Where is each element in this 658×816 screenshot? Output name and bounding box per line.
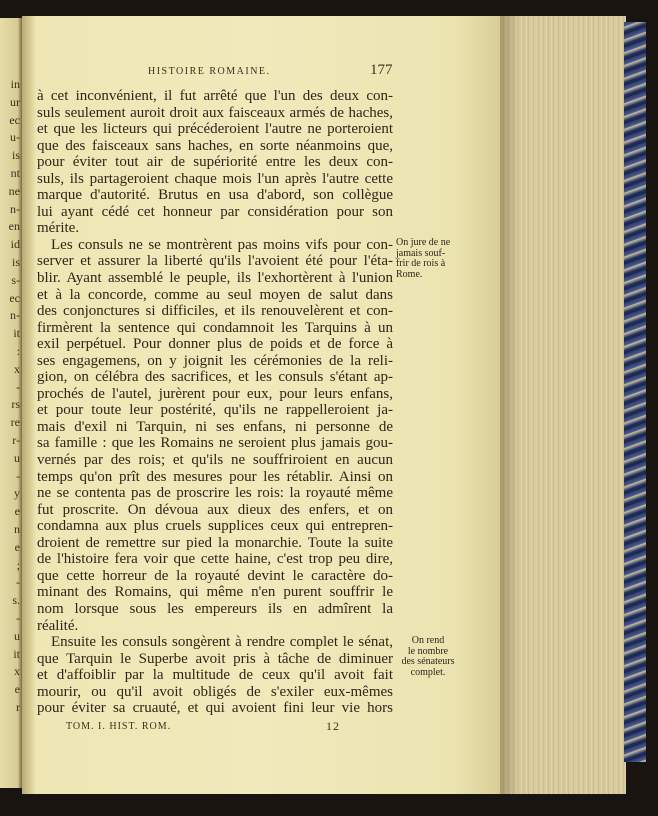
signature-mark: TOM. I. HIST. ROM. — [66, 721, 172, 732]
text-line: des conjonctures si difficiles, et ils renouvelèrent et con- — [37, 303, 393, 320]
facing-page-fragment: x — [14, 664, 20, 679]
text-line: ses engagemens, on y joignit les cérémonies de la reli- — [37, 352, 393, 369]
facing-page-fragment: r — [16, 700, 20, 714]
margin-note-line: frir de rois à — [396, 258, 446, 269]
text-line: et que les licteurs qui précéderoient l'autre ne porteroient — [37, 121, 393, 138]
facing-page-fragment: e — [14, 682, 20, 697]
margin-note-line: jamais souf- — [396, 247, 446, 259]
facing-page-fragment: it — [13, 646, 20, 661]
facing-page-fragment: en — [8, 219, 20, 234]
facing-page-fragment: y — [14, 486, 20, 501]
facing-page-fragment: x — [14, 361, 20, 376]
facing-page-fragment: s- — [11, 272, 20, 287]
facing-page-fragment: rs — [11, 397, 20, 412]
margin-note-line: le nombre — [407, 645, 449, 657]
text-line: temps qu'on prît des mesures pour les rétablir. Ainsi on — [37, 468, 393, 485]
facing-page-fragment: ne — [8, 183, 20, 198]
text-line: sa famille : que les Romains ne seroient plus jamais gou- — [37, 435, 393, 452]
text-line: minant des Romains, qui même n'en purent souffrir le — [37, 584, 393, 601]
text-line: prochés de l'autel, jurèrent pour eux, pour leurs enfans, — [37, 385, 393, 402]
facing-page-fragment: - — [16, 575, 20, 590]
facing-page-fragment: n- — [10, 201, 20, 216]
text-line: nom lorsque sous les empereurs ils en admîrent la — [37, 600, 393, 617]
marbled-cover — [624, 22, 646, 762]
text-line: suls, ils partageroient chaque mois l'un après l'autre cette — [37, 170, 393, 187]
facing-page-fragment: e — [14, 539, 20, 554]
facing-page-fragment: e — [14, 504, 20, 519]
text-line: Les consuls ne se montrèrent pas moins vifs pour con- — [51, 236, 393, 253]
text-line: gion, on célébra des sacrifices, et les consuls s'étant ap- — [37, 369, 393, 386]
gutter-shadow — [500, 16, 520, 794]
running-title: HISTOIRE ROMAINE. — [148, 66, 271, 77]
text-line: blir. Ayant assemblé le peuple, ils l'exhortèrent à l'union — [37, 270, 393, 287]
text-line: de l'histoire fera voir que cette haine, c'est trop peu dire, — [37, 551, 393, 568]
text-line: à cet inconvénient, il fut arrêté que l'un des deux con- — [37, 88, 393, 104]
text-line: réalité. — [37, 617, 79, 634]
facing-page-fragment: is — [11, 255, 20, 269]
facing-page-fragment: re — [10, 415, 20, 430]
facing-page-fragment: n- — [10, 308, 20, 323]
text-line: que cette horreur de la royauté devint le caractère do- — [37, 567, 393, 584]
text-line: Ensuite les consuls songèrent à rendre complet le sénat, — [51, 634, 393, 651]
text-line: que Tarquin le Superbe avoit pris à tâche de diminuer — [37, 650, 393, 667]
text-line: mérite. — [37, 220, 80, 237]
text-line: firmèrent la sentence qui condamnoit les Tarquins à un — [37, 319, 393, 336]
text-line: fut proscrite. On dévoua aux dieux des enfers, et on — [37, 501, 393, 518]
margin-note-line: complet. — [410, 666, 446, 678]
text-line: et pour toute leur postérité, qu'ils ne rappelleroient ja- — [37, 402, 393, 419]
text-line: et à la concorde, comme au seul moyen de salut dans — [37, 286, 393, 303]
facing-page-fragment: - — [16, 379, 20, 394]
text-line: lui ayant cédé cet honneur par considération pour son — [37, 203, 393, 220]
text-line: mais d'exil ni Tarquin, ni ses enfans, ni personne de — [37, 418, 393, 435]
text-line: server et assurer la liberté qu'ils l'avoient été pour l'éta- — [37, 253, 393, 270]
facing-page-fragment: ; — [16, 557, 20, 572]
margin-note-line: On rend — [411, 635, 445, 646]
text-line: mourir, ou qu'il avoit obligés de s'exiler eux-mêmes — [37, 683, 393, 700]
text-line: marque d'autorité. Brutus en usa d'abord, son collègue — [37, 187, 393, 204]
facing-page-fragment: nt — [10, 166, 20, 180]
facing-page-fragment: u — [14, 628, 20, 643]
facing-page-fragment: - — [16, 468, 20, 483]
page-number: 177 — [370, 62, 393, 78]
text-line: et d'affoiblir par la multitude de ceux qu'il avoit fait — [37, 667, 393, 684]
facing-page-fragment: u- — [10, 130, 20, 145]
margin-note-line: Rome. — [396, 268, 423, 280]
facing-page-fragment: r- — [12, 433, 20, 447]
text-line: droient de remettre sur pied la monarchie. Toute la suite — [37, 534, 393, 551]
facing-page-fragment: u — [14, 450, 20, 465]
text-line: condamna aux plus cruels supplices ceux qui entrepren- — [37, 518, 393, 535]
facing-page-fragment: in — [10, 77, 20, 91]
facing-page-fragment: ec — [9, 290, 20, 305]
margin-note-line: des sénateurs — [401, 656, 455, 667]
facing-page-fragment: s. — [12, 593, 20, 608]
text-line: suls seulement auroit droit aux faisceaux armés de haches, — [37, 104, 393, 121]
body-text — [37, 88, 393, 717]
facing-page-fragment: is — [11, 148, 20, 163]
facing-page-fragment: ec — [9, 112, 20, 127]
facing-page-fragment: n — [14, 522, 20, 536]
margin-note-line: On jure de ne — [396, 237, 451, 248]
text-line: exil perpétuel. Pour donner plus de poids et de force à — [37, 336, 393, 353]
margin-note-oath — [396, 238, 460, 280]
text-line: vernés par des rois; et qu'ils ne souffriroient en aucun — [37, 452, 393, 469]
facing-page-fragment: it — [13, 326, 20, 341]
margin-note-senate — [396, 636, 460, 678]
text-line: ne se contenta pas de proscrire les rois: la royauté même — [37, 485, 393, 502]
text-line: pour éviter tout air de supériorité entre les deux con- — [37, 154, 393, 171]
facing-page-fragment: id — [10, 237, 20, 252]
facing-page-fragment: : — [16, 344, 20, 358]
facing-page-fragment: ur — [10, 94, 20, 109]
facing-page-fragment: - — [16, 611, 20, 625]
gathering-number: 12 — [326, 719, 340, 733]
text-line: que des faisceaux sans haches, en sorte néanmoins que, — [37, 137, 393, 154]
text-line: pour éviter sa cruauté, et qui avoient fini leur vie hors — [37, 700, 393, 717]
